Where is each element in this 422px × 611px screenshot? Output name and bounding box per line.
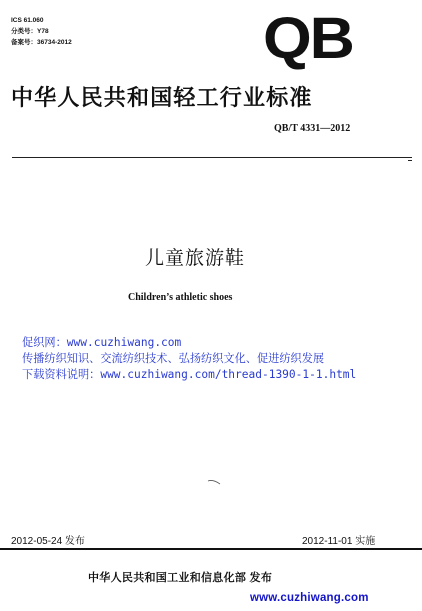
document-title-chinese: 儿童旅游鞋 <box>145 248 246 269</box>
promo-site-link[interactable]: www.cuzhiwang.com <box>66 336 182 349</box>
document-title-english: Children’s athletic shoes <box>128 292 233 303</box>
issuing-authority: 中华人民共和国工业和信息化部 发布 <box>88 572 273 584</box>
ics-code: ICS 61.060 <box>11 17 44 24</box>
promo-site-label: 促织网： <box>22 336 67 349</box>
issue-date: 2012-05-24 发布 <box>11 536 85 547</box>
site-watermark: www.cuzhiwang.com <box>250 592 369 604</box>
implementation-date: 2012-11-01 实施 <box>302 536 376 547</box>
promo-download-link[interactable]: www.cuzhiwang.com/thread-1390-1-1.html <box>100 368 357 381</box>
footer-divider <box>0 548 422 550</box>
promo-line-site <box>22 336 181 350</box>
header-divider <box>12 157 412 158</box>
qb-logo: QB <box>263 6 353 71</box>
scan-mark <box>207 478 221 486</box>
promo-download-label: 下载资料说明： <box>22 368 101 381</box>
filing-number: 备案号：36734-2012 <box>11 39 72 46</box>
promo-line-download <box>22 368 356 382</box>
industry-standard-heading: 中华人民共和国轻工行业标准 <box>11 85 313 110</box>
category-number: 分类号：Y78 <box>11 28 49 35</box>
divider-tick <box>408 160 412 161</box>
promo-line-slogan: 传播纺织知识、交流纺织技术、弘扬纺织文化、促进纺织发展 <box>22 352 325 365</box>
standard-number: QB/T 4331—2012 <box>274 123 351 134</box>
